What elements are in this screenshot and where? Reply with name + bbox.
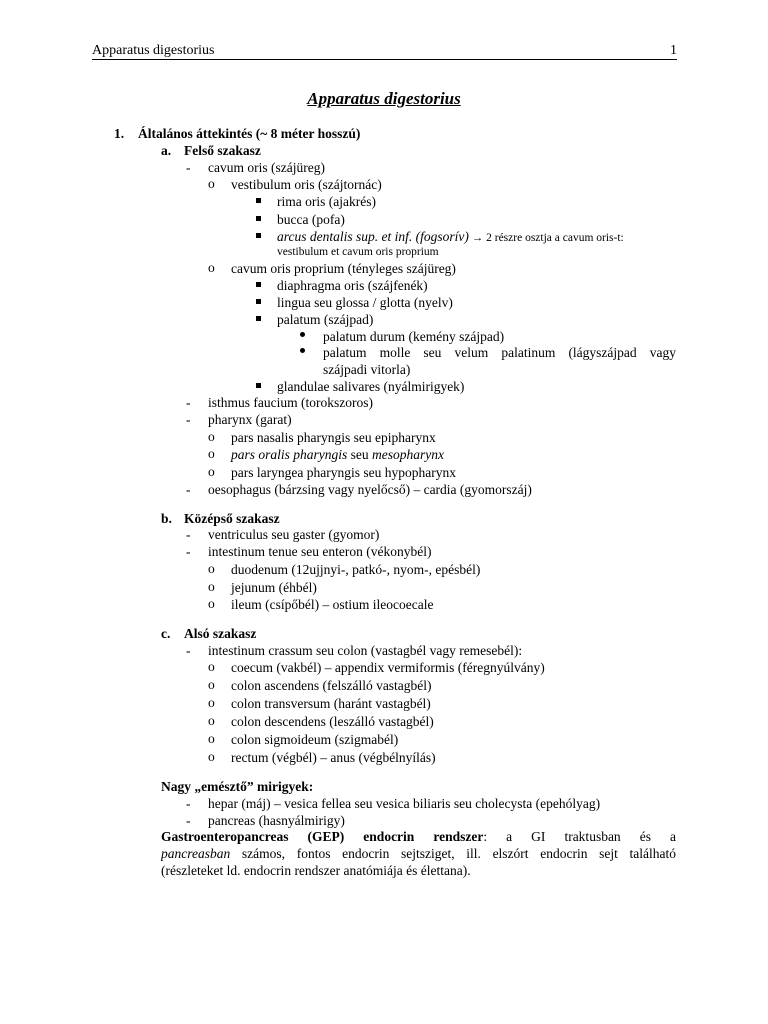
- list-item: ileum (csípőbél) – ostium ileocoecale: [231, 597, 434, 612]
- page-number: 1: [670, 43, 677, 58]
- gep-italic: pancreasban: [161, 846, 231, 861]
- subsection-title: Középső szakasz: [184, 511, 280, 526]
- list-item: glandulae salivares (nyálmirigyek): [277, 379, 465, 394]
- list-item: colon descendens (leszálló vastagbél): [231, 714, 434, 729]
- circle-marker: o: [208, 579, 215, 594]
- circle-marker: o: [208, 731, 215, 746]
- list-item: rectum (végbél) – anus (végbélnyílás): [231, 750, 436, 765]
- circle-marker: o: [208, 464, 215, 479]
- gep-term: Gastroenteropancreas (GEP) endocrin rendszer: [161, 829, 484, 844]
- list-item-continuation: szájpadi vitorla): [323, 362, 411, 377]
- section-number: 1.: [114, 126, 125, 141]
- square-bullet-icon: [256, 316, 261, 321]
- dash-marker: -: [186, 544, 191, 559]
- dash-marker: -: [186, 160, 191, 175]
- list-item: jejunum (éhbél): [231, 580, 317, 595]
- list-item: intestinum tenue seu enteron (vékonybél): [208, 544, 432, 559]
- list-item: ventriculus seu gaster (gyomor): [208, 527, 380, 542]
- gep-line-2: [161, 845, 676, 862]
- header-title: Apparatus digestorius: [92, 43, 215, 58]
- subsection-label: b.: [161, 511, 172, 526]
- circle-marker: o: [208, 596, 215, 611]
- circle-marker: o: [208, 749, 215, 764]
- square-bullet-icon: [256, 233, 261, 238]
- list-item: bucca (pofa): [277, 212, 345, 227]
- gep-text: számos, fontos endocrin sejtsziget, ill. elszórt endocrin sejt található: [230, 846, 676, 861]
- list-item: pars nasalis pharyngis seu epipharynx: [231, 430, 436, 445]
- list-item: colon ascendens (felszálló vastagbél): [231, 678, 432, 693]
- circle-marker: o: [208, 176, 215, 191]
- gep-text: : a GI traktusban és a: [483, 829, 676, 844]
- dash-marker: -: [186, 395, 191, 410]
- circle-marker: o: [208, 677, 215, 692]
- list-item: lingua seu glossa / glotta (nyelv): [277, 295, 453, 310]
- list-item: hepar (máj) – vesica fellea seu vesica biliaris seu cholecysta (epehólyag): [208, 796, 601, 811]
- circle-marker: o: [208, 695, 215, 710]
- dash-marker: -: [186, 482, 191, 497]
- list-item-italic: mesopharynx: [372, 447, 445, 462]
- circle-marker: o: [208, 260, 215, 275]
- page-header: [92, 42, 677, 60]
- list-item: pancreas (hasnyálmirigy): [208, 813, 345, 828]
- subsection-label: c.: [161, 626, 171, 641]
- list-item: [231, 446, 444, 463]
- list-item: pars laryngea pharyngis seu hypopharynx: [231, 465, 456, 480]
- circle-marker: o: [208, 446, 215, 461]
- list-item: rima oris (ajakrés): [277, 194, 376, 209]
- square-bullet-icon: [256, 299, 261, 304]
- list-item: isthmus faucium (torokszoros): [208, 395, 373, 410]
- circle-marker: o: [208, 429, 215, 444]
- gep-line-1: [161, 828, 676, 845]
- square-bullet-icon: [256, 216, 261, 221]
- glands-title: Nagy „emésztő” mirigyek:: [161, 779, 314, 794]
- list-item: colon sigmoideum (szigmabél): [231, 732, 399, 747]
- subsection-title: Felső szakasz: [184, 143, 261, 158]
- list-item: duodenum (12ujjnyi-, patkó-, nyom-, epésbél): [231, 562, 481, 577]
- dash-marker: -: [186, 813, 191, 828]
- list-item-italic: pars oralis pharyngis: [231, 447, 348, 462]
- list-item: pharynx (garat): [208, 412, 292, 427]
- list-item-note: → 2 részre osztja a cavum oris-t:: [468, 232, 624, 244]
- square-bullet-icon: [256, 383, 261, 388]
- list-item: palatum durum (kemény szájpad): [323, 329, 505, 344]
- circle-marker: o: [208, 659, 215, 674]
- list-item-text: seu: [347, 447, 373, 462]
- square-bullet-icon: [256, 198, 261, 203]
- list-item: intestinum crassum seu colon (vastagbél vagy remesebél):: [208, 643, 523, 658]
- dash-marker: -: [186, 643, 191, 658]
- list-item: vestibulum oris (szájtornác): [231, 177, 382, 192]
- list-item: cavum oris proprium (tényleges szájüreg): [231, 261, 456, 276]
- dash-marker: -: [186, 527, 191, 542]
- list-item: diaphragma oris (szájfenék): [277, 278, 428, 293]
- list-item: colon transversum (haránt vastagbél): [231, 696, 431, 711]
- list-item-italic: arcus dentalis sup. et inf. (fogsorív): [277, 229, 469, 244]
- square-bullet-icon: [256, 282, 261, 287]
- subsection-label: a.: [161, 143, 172, 158]
- list-item-continuation: vestibulum et cavum oris proprium: [277, 246, 439, 258]
- gep-line-3: (részleteket ld. endocrin rendszer anatómiája és élettana).: [161, 863, 471, 878]
- list-item: cavum oris (szájüreg): [208, 160, 325, 175]
- circle-marker: o: [208, 713, 215, 728]
- list-item: coecum (vakbél) – appendix vermiformis (féregnyúlvány): [231, 660, 545, 675]
- dash-marker: -: [186, 412, 191, 427]
- document-title: Apparatus digestorius: [307, 89, 461, 108]
- section-title: Általános áttekintés (~ 8 méter hosszú): [138, 126, 361, 141]
- circle-marker: o: [208, 561, 215, 576]
- subsection-title: Alsó szakasz: [184, 626, 257, 641]
- list-item: palatum (szájpad): [277, 312, 374, 327]
- round-bullet-icon: [300, 332, 305, 337]
- list-item: oesophagus (bárzsing vagy nyelőcső) – cardia (gyomorszáj): [208, 482, 532, 497]
- round-bullet-icon: [300, 348, 305, 353]
- dash-marker: -: [186, 796, 191, 811]
- list-item: palatum molle seu velum palatinum (lágyszájpad vagy: [323, 345, 676, 360]
